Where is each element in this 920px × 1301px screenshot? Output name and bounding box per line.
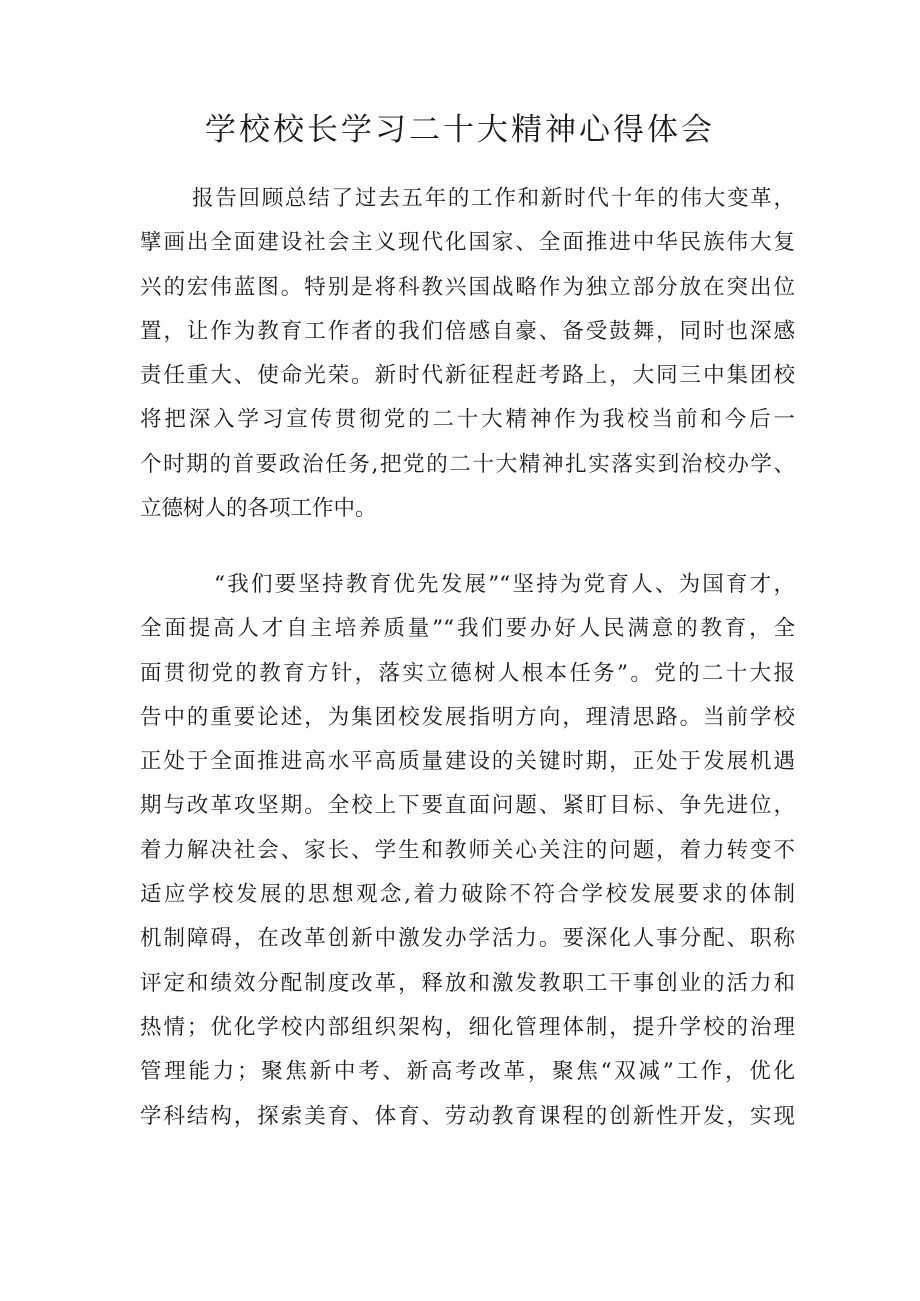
paragraph-line: 责任重大、使命光荣。新时代新征程赶考路上，大同三中集团校: [140, 363, 795, 389]
paragraph-line: 适应学校发展的思想观念,着力破除不符合学校发展要求的体制: [140, 882, 795, 908]
paragraph-line: 正处于全面推进高水平高质量建设的关键时期，正处于发展机遇: [140, 749, 795, 775]
paragraph-line: 评定和绩效分配制度改革，释放和激发教职工干事创业的活力和: [140, 970, 795, 996]
paragraph-line: 学科结构，探索美育、体育、劳动教育课程的创新性开发，实现: [140, 1103, 795, 1129]
paragraph-line: 着力解决社会、家长、学生和教师关心关注的问题，着力转变不: [140, 837, 795, 863]
paragraph-line: 擘画出全面建设社会主义现代化国家、全面推进中华民族伟大复: [140, 230, 795, 256]
paragraph-line: 立德树人的各项工作中。: [140, 496, 377, 522]
paragraph-line: 面贯彻党的教育方针，落实立德树人根本任务”。党的二十大报: [140, 660, 795, 686]
paragraph-line: 置，让作为教育工作者的我们倍感自豪、备受鼓舞，同时也深感: [140, 318, 795, 344]
paragraph-line: 将把深入学习宣传贯彻党的二十大精神作为我校当前和今后一: [140, 407, 795, 433]
paragraph-line: 全面提高人才自主培养质量”“我们要办好人民满意的教育，全: [140, 616, 795, 642]
paragraph-line: 热情；优化学校内部组织架构，细化管理体制，提升学校的治理: [140, 1014, 795, 1040]
paragraph-line: “我们要坚持教育优先发展”“坚持为党育人、为国育才，: [214, 572, 795, 597]
paragraph-line: 个时期的首要政治任务,把党的二十大精神扎实落实到治校办学、: [140, 451, 795, 477]
paragraph-line: 管理能力；聚焦新中考、新高考改革，聚焦“双减”工作，优化: [140, 1059, 795, 1085]
paragraph-line: 报告回顾总结了过去五年的工作和新时代十年的伟大变革，: [192, 186, 795, 211]
paragraph-line: 期与改革攻坚期。全校上下要直面问题、紧盯目标、争先进位，: [140, 793, 795, 819]
paragraph-line: 兴的宏伟蓝图。特别是将科教兴国战略作为独立部分放在突出位: [140, 274, 795, 300]
paragraph-2: [140, 563, 795, 1139]
paragraph-line: 告中的重要论述，为集团校发展指明方向，理清思路。当前学校: [140, 704, 795, 730]
page-title: 学校校长学习二十大精神心得体会: [205, 112, 715, 148]
paragraph-1: [140, 177, 795, 531]
paragraph-line: 机制障碍，在改革创新中激发办学活力。要深化人事分配、职称: [140, 926, 795, 952]
